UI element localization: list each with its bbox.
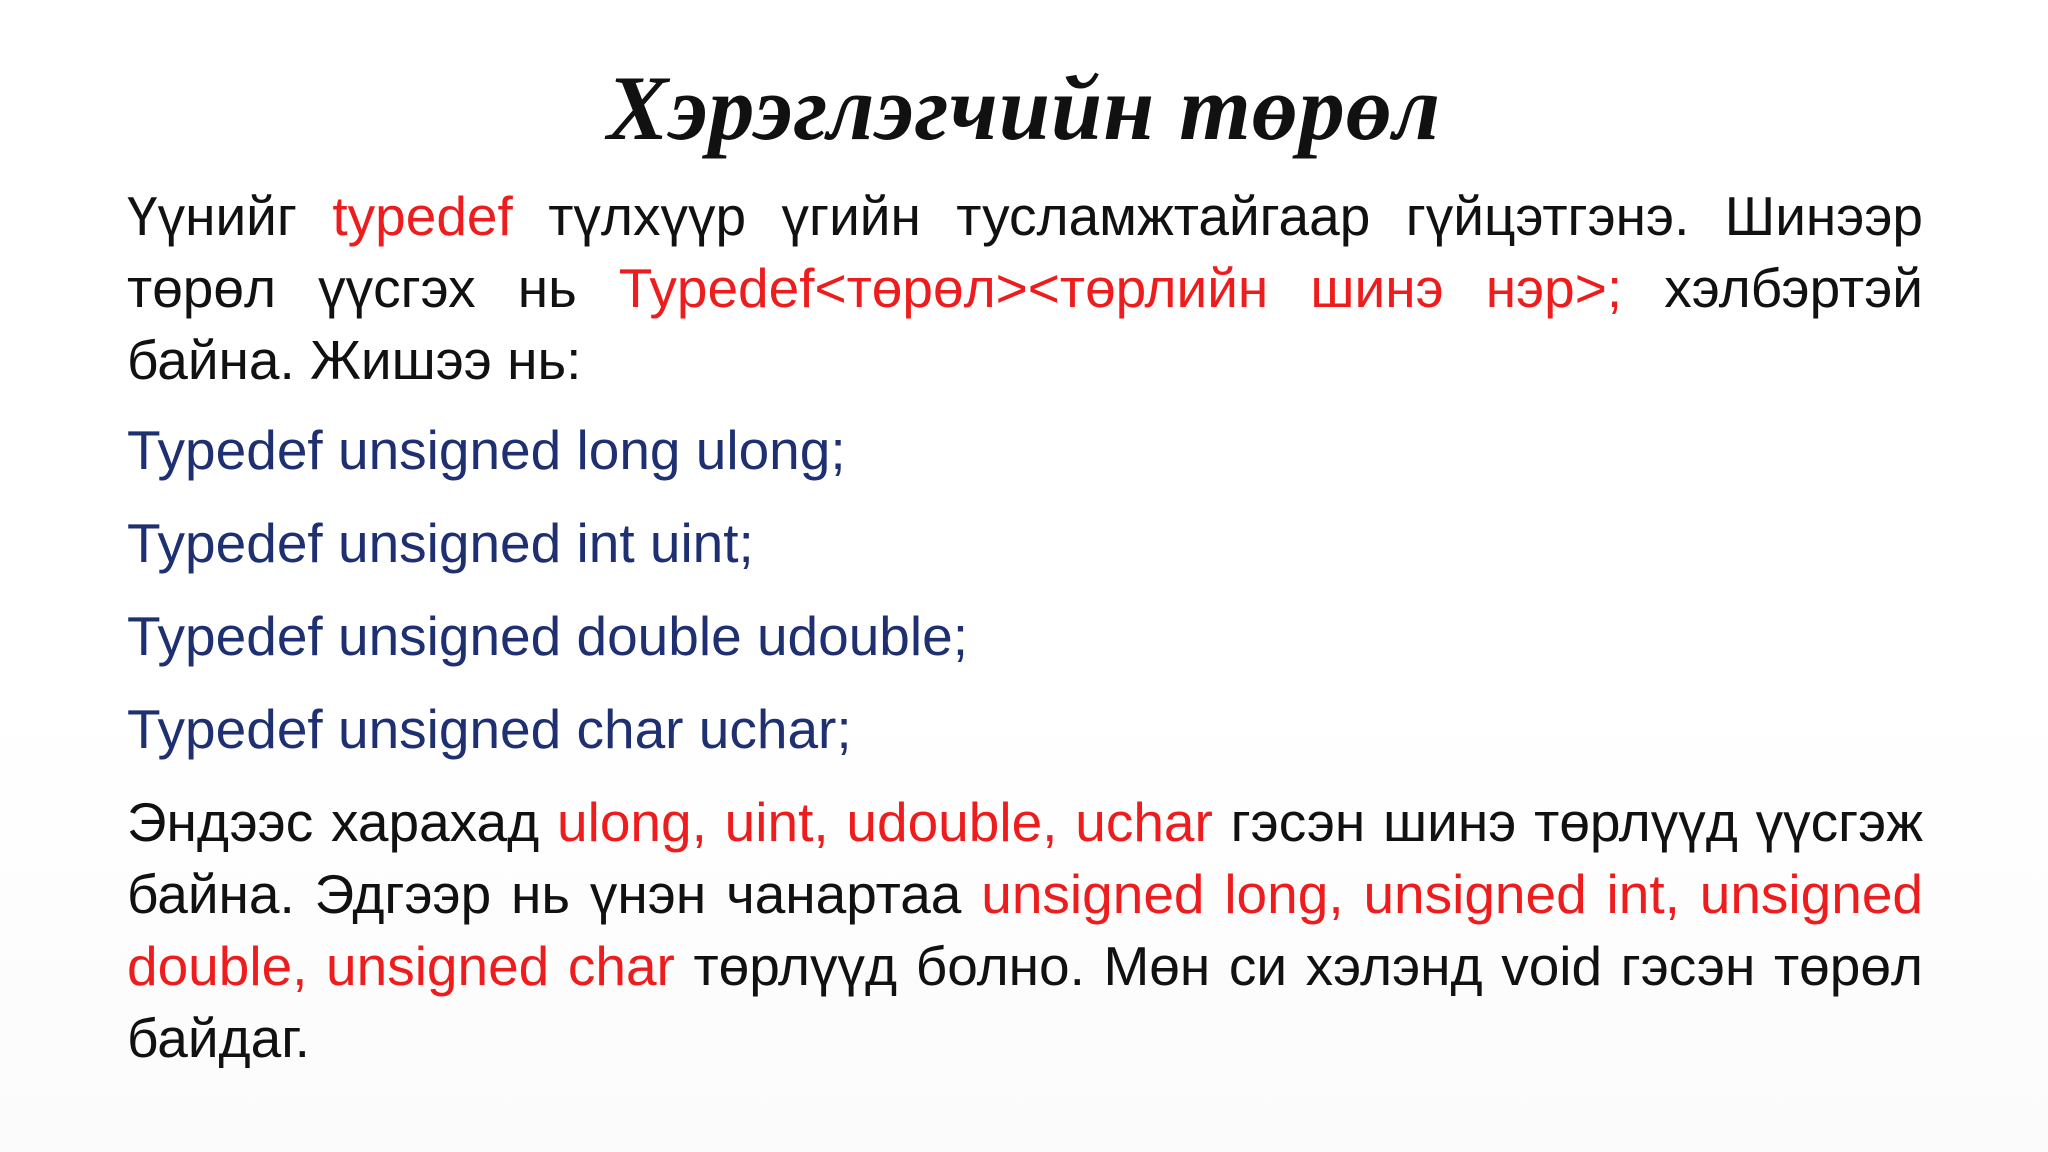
slide-body bbox=[127, 180, 1923, 1074]
code-line: Typedef unsigned int uint; bbox=[127, 512, 754, 574]
outro-text-3: төрлүүд болно. Мөн си хэлэнд void гэсэн төрөл байдаг. bbox=[127, 935, 1923, 1069]
outro-text-2: гэсэн шинэ төрлүүд үүсгэж байна. Эдгээр нь үнэн чанартаа bbox=[127, 791, 1924, 925]
outro-text-1: Эндээс харахад bbox=[127, 791, 558, 853]
typedef-keyword: typedef bbox=[332, 185, 513, 247]
code-line: Typedef unsigned double udouble; bbox=[127, 605, 968, 667]
outro-paragraph bbox=[127, 786, 1923, 1074]
original-type-names: unsigned long, unsigned int, unsigned double, unsigned char bbox=[127, 863, 1923, 997]
intro-text-2: түлхүүр үгийн тусламжтайгаар гүйцэтгэнэ. Шинээр төрөл үүсгэх нь bbox=[127, 185, 1924, 319]
typedef-syntax: Typedef<төрөл><төрлийн шинэ нэр>; bbox=[618, 257, 1623, 319]
intro-text-1: Үүнийг bbox=[127, 185, 333, 247]
code-line: Typedef unsigned long ulong; bbox=[127, 419, 846, 481]
slide-title: Хэрэглэгчийн төрөл bbox=[606, 57, 1442, 159]
new-type-names: ulong, uint, udouble, uchar bbox=[557, 791, 1213, 853]
intro-text-3: хэлбэртэй байна. Жишээ нь: bbox=[127, 257, 1923, 391]
intro-paragraph bbox=[127, 180, 1923, 396]
code-line: Typedef unsigned char uchar; bbox=[127, 698, 852, 760]
